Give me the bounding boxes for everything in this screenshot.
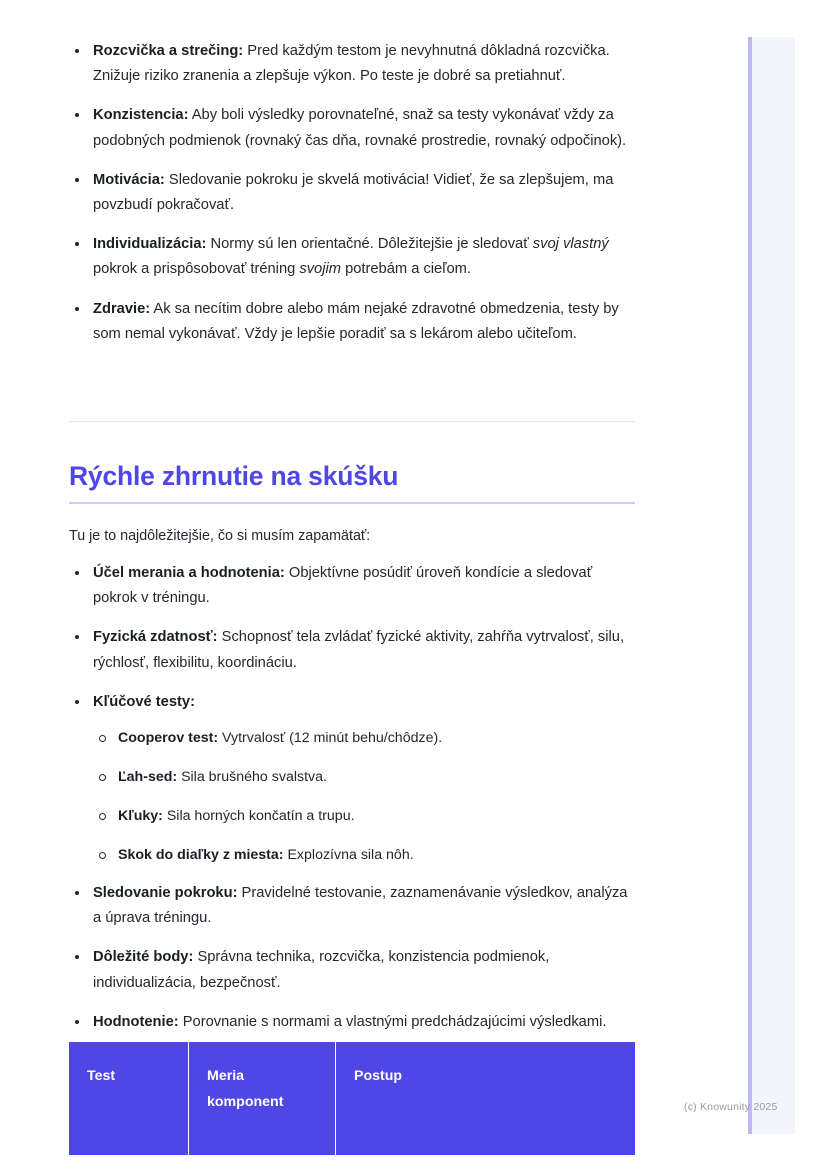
list-item xyxy=(69,232,635,282)
list-item-term: Hodnotenie: xyxy=(93,1013,179,1030)
sub-list-item-term: Kľuky: xyxy=(118,808,163,825)
list-item-text: pokrok a prispôsobovať tréning xyxy=(93,261,300,278)
list-item-term: Dôležité body: xyxy=(93,949,194,966)
list-item-text: Ak sa necítim dobre alebo mám nejaké zdravotné obmedzenia, testy by som nemal vykonávať. Vždy je lepšie poradiť sa s lekárom alebo učiteľom. xyxy=(93,300,619,342)
summary-bullet-list xyxy=(69,561,635,1035)
sub-list-item xyxy=(93,726,635,750)
list-item-text: Normy sú len orientačné. Dôležitejšie je sledovať xyxy=(206,236,533,253)
list-item-text: Objektívne posúdiť úroveň kondície a sledovať pokrok v tréningu. xyxy=(93,565,593,607)
list-item xyxy=(69,690,635,867)
tips-bullet-list xyxy=(69,39,635,347)
list-item xyxy=(69,168,635,218)
list-item-term: Motivácia: xyxy=(93,171,165,188)
sub-list-item xyxy=(93,765,635,789)
list-item xyxy=(69,625,635,675)
table-column-header-procedure: Postup xyxy=(336,1042,635,1155)
section-heading-block xyxy=(69,459,635,504)
list-item-text: potrebám a cieľom. xyxy=(340,261,471,278)
table-header xyxy=(69,1042,635,1155)
tests-table-container xyxy=(69,1042,635,1155)
sub-list-item-text: Sila horných končatín a trupu. xyxy=(162,808,355,825)
list-item-text: Pred každým testom je nevyhnutná dôkladná rozcvička. Znižuje riziko zranenia a zlepšuje výkon. Po teste je dobré sa pretiahnuť. xyxy=(93,43,610,85)
sub-list-item xyxy=(93,843,635,867)
right-side-panel xyxy=(748,37,795,1134)
list-item-term: Zdravie: xyxy=(93,300,151,317)
watermark-label: (c) Knowunity 2025 xyxy=(684,1101,778,1113)
tests-table xyxy=(69,1042,635,1155)
table-column-header-component: Meria komponent xyxy=(189,1042,336,1155)
table-header-row xyxy=(69,1042,635,1155)
list-item xyxy=(69,561,635,611)
list-item-term: Sledovanie pokroku: xyxy=(93,885,238,902)
sub-list-item-term: Cooperov test: xyxy=(118,730,219,747)
list-item-text: Sledovanie pokroku je skvelá motivácia! Vidieť, že sa zlepšujem, ma povzbudí pokračovať. xyxy=(93,171,614,214)
list-item-term: Rozcvička a strečing: xyxy=(93,43,244,59)
list-item-emphasis: svojim xyxy=(299,261,341,278)
list-item-text: Aby boli výsledky porovnateľné, snaž sa testy vykonávať vždy za podobných podmienok (rovnaký čas dňa, rovnaké prostredie, rovnaký odpočinok). xyxy=(93,107,627,149)
table-column-header-test: Test xyxy=(69,1042,189,1155)
sub-list-item-term: Skok do diaľky z miesta: xyxy=(118,847,284,864)
list-item xyxy=(69,945,635,995)
list-item-term: Fyzická zdatnosť: xyxy=(93,629,218,646)
list-item xyxy=(69,881,635,931)
list-item-term: Individualizácia: xyxy=(93,236,207,253)
sub-list-item-text: Vytrvalosť (12 minút behu/chôdze). xyxy=(218,730,443,747)
heading-underline xyxy=(69,502,635,504)
list-item-term: Kľúčové testy: xyxy=(93,693,195,710)
key-tests-sublist xyxy=(93,726,635,867)
list-item-text: Schopnosť tela zvládať fyzické aktivity, zahŕňa vytrvalosť, silu, rýchlosť, flexibilitu, koordináciu. xyxy=(93,629,625,671)
list-item-text: Pravidelné testovanie, zaznamenávanie výsledkov, analýza a úprava tréningu. xyxy=(93,885,628,927)
list-item xyxy=(69,1010,635,1035)
list-item-text: Porovnanie s normami a vlastnými predchádzajúcimi výsledkami. xyxy=(178,1013,607,1030)
list-item xyxy=(69,297,635,347)
list-item xyxy=(69,39,635,89)
sub-list-item-text: Sila brušného svalstva. xyxy=(177,769,327,786)
intro-paragraph: Tu je to najdôležitejšie, čo si musím zapamätať: xyxy=(69,528,371,544)
list-item-text: Správna technika, rozcvička, konzistencia podmienok, individualizácia, bezpečnosť. xyxy=(93,949,550,991)
sub-list-item-term: Ľah-sed: xyxy=(118,769,178,786)
sub-list-item-text: Explozívna sila nôh. xyxy=(283,847,414,864)
list-item-term: Konzistencia: xyxy=(93,107,189,124)
section-divider xyxy=(69,421,635,422)
page-title: Rýchle zhrnutie na skúšku xyxy=(69,461,399,491)
list-item-term: Účel merania a hodnotenia: xyxy=(93,565,285,581)
list-item xyxy=(69,103,635,153)
sub-list-item xyxy=(93,804,635,828)
list-item-emphasis: svoj vlastný xyxy=(532,236,609,253)
